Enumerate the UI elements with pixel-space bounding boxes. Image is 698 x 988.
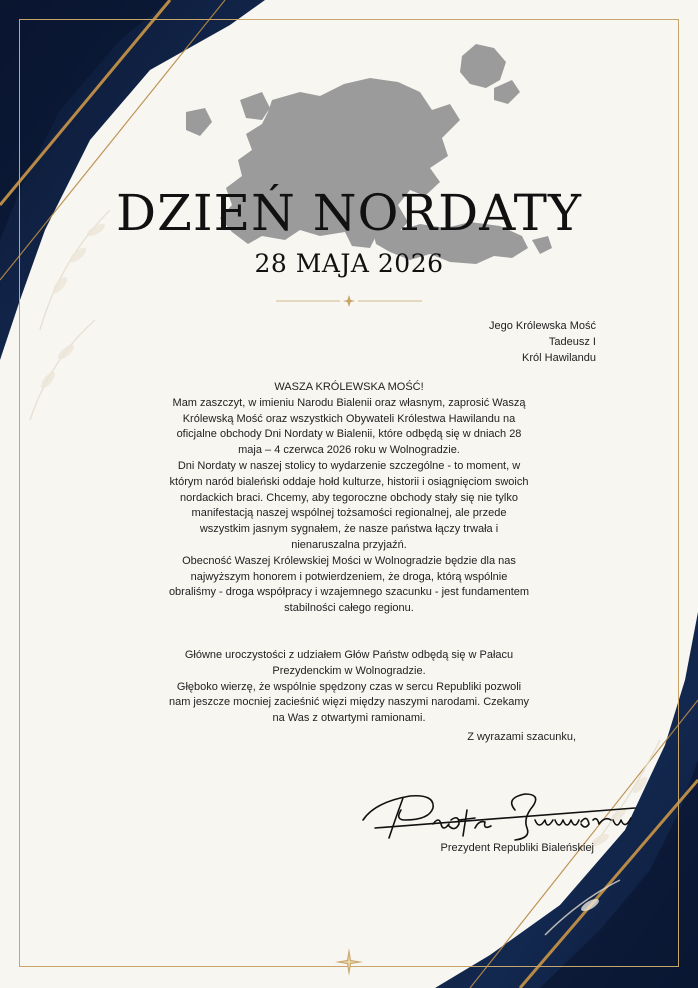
closing-line: Z wyrazami szacunku, <box>467 731 576 743</box>
paragraph-spacer <box>168 617 530 648</box>
letter-body <box>168 380 530 727</box>
addressee-line: Tadeusz I <box>548 336 596 348</box>
paragraph: Dni Nordaty w naszej stolicy to wydarzenie szczególne - to moment, w którym naród bialeński oddaje hołd kulturze, historii i osiągnięciom swoich nordackich braci. Chcemy, aby tegoroczne obchody stały się nie tylko manifestacją naszej wspólnej tożsamości regionalnej, ale przede wszystkim jasnym sygnałem, że nasze państwa łączy trwała i nienaruszalna przyjaźń. <box>169 459 529 551</box>
handwritten-signature <box>355 780 645 850</box>
paragraph: Główne uroczystości z udziałem Głów Państw odbędą się w Pałacu Prezydenckim w Wolnogradzie. <box>184 648 514 677</box>
event-date: 28 MAJA 2026 <box>254 249 444 278</box>
addressee-line: Król Hawilandu <box>522 352 596 364</box>
star-ornament-icon <box>335 948 363 976</box>
addressee-block <box>489 318 596 366</box>
paragraph: Obecność Waszej Królewskiej Mości w Wolnogradzie będzie dla nas najwyższym honorem i potwierdzeniem, że droga, którą wspólnie obraliśmy - droga współpracy i wzajemnego szacunku - jest fundamentem stabilności całego regionu. <box>168 554 530 615</box>
signer-title: Prezydent Republiki Bialeńskiej <box>440 842 594 854</box>
ornament-divider <box>276 293 422 309</box>
salutation: WASZA KRÓLEWSKA MOŚĆ! <box>274 381 424 393</box>
document-title: DZIEŃ NORDATY <box>116 184 582 242</box>
paragraph: Mam zaszczyt, w imieniu Narodu Bialenii oraz własnym, zaprosić Waszą Królewską Mość oraz wszystkich Obywateli Królestwa Hawilandu na oficjalne obchody Dni Nordaty w Bialenii, które odbędą się w dniach 28 maja – 4 czerwca 2026 roku w Wolnogradzie. <box>172 396 526 457</box>
addressee-line: Jego Królewska Mość <box>489 320 596 332</box>
paragraph: Głęboko wierzę, że wspólnie spędzony czas w sercu Republiki pozwoli nam jeszcze mocniej zacieśnić więzi między naszymi narodami. Czekamy na Was z otwartymi ramionami. <box>168 680 530 725</box>
